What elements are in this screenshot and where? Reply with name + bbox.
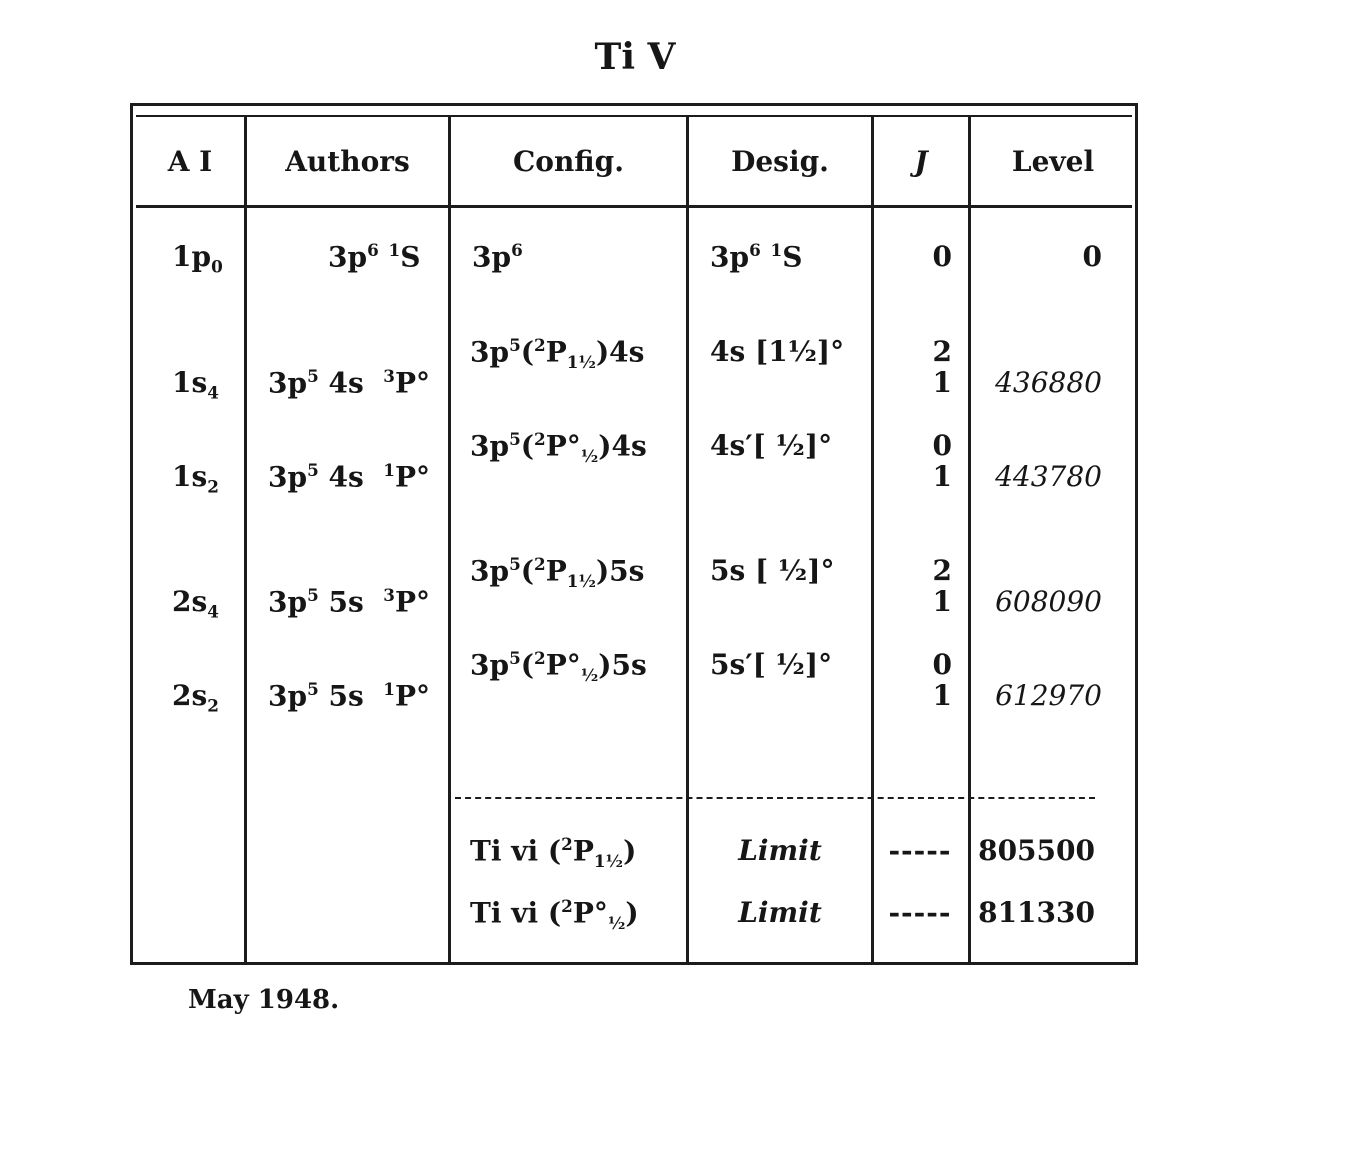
- limit-config-cell: Ti vi $(^2P^\circ_{\frac{1}{2}})$: [470, 896, 639, 933]
- j-cell: 1: [932, 679, 952, 712]
- header-desig: Desig.: [731, 145, 829, 178]
- header-ai: A I: [167, 145, 213, 178]
- ai-cell: $1s_2$: [172, 460, 219, 497]
- desig-cell: 4s′[ ½]°: [710, 429, 833, 462]
- j-cell: 0: [932, 429, 952, 462]
- level-cell: 436880: [995, 366, 1102, 399]
- limit-level-cell: 811330: [978, 896, 1095, 929]
- header-rule: [136, 205, 1132, 208]
- level-cell: 612970: [995, 679, 1102, 712]
- j-cell: 0: [932, 240, 952, 273]
- level-cell: 0: [1082, 240, 1102, 273]
- limit-config-cell: Ti vi $(^2P_{1\frac{1}{2}})$: [470, 834, 637, 871]
- config-cell: $3p^5(^2P^\circ_{\frac{1}{2}})5s$: [470, 648, 647, 685]
- level-cell: 443780: [995, 460, 1102, 493]
- desig-cell: 5s′[ ½]°: [710, 648, 833, 681]
- limit-level-cell: 805500: [978, 834, 1095, 867]
- j-cell: 0: [932, 648, 952, 681]
- j-cell: 1: [932, 585, 952, 618]
- desig-cell: 4s [1½]°: [710, 335, 845, 368]
- ai-cell: $2s_4$: [172, 585, 219, 622]
- authors-cell: $3p^5$ 4s $^3$P°: [268, 366, 430, 400]
- header-j: J: [914, 145, 928, 178]
- ai-cell: $2s_2$: [172, 679, 219, 716]
- j-cell: 1: [932, 366, 952, 399]
- authors-cell: $3p^6$ $^1$S: [328, 240, 421, 274]
- header-authors: Authors: [285, 145, 410, 178]
- column-divider: [871, 117, 874, 962]
- authors-cell: $3p^5$ 5s $^3$P°: [268, 585, 430, 619]
- footer-date: May 1948.: [188, 985, 340, 1015]
- ai-cell: $1s_4$: [172, 366, 219, 403]
- ai-cell: $1p_0$: [172, 240, 223, 277]
- page-title: Ti V: [594, 36, 676, 78]
- limit-desig-cell: Limit: [738, 834, 822, 867]
- dashed-separator: [455, 797, 1095, 799]
- config-cell: $3p^5(^2P^\circ_{\frac{1}{2}})4s$: [470, 429, 647, 466]
- column-divider: [968, 117, 971, 962]
- config-cell: $3p^5(^2P_{1\frac{1}{2}})5s$: [470, 554, 645, 591]
- j-cell: 2: [932, 554, 952, 587]
- desig-cell: 5s [ ½]°: [710, 554, 835, 587]
- j-cell: 1: [932, 460, 952, 493]
- j-cell: 2: [932, 335, 952, 368]
- limit-desig-cell: Limit: [738, 896, 822, 929]
- top-inner-rule: [136, 115, 1132, 117]
- config-cell: $3p^5(^2P_{1\frac{1}{2}})4s$: [470, 335, 645, 372]
- config-cell: $3p^6$: [472, 240, 523, 274]
- limit-j-cell: -----: [888, 896, 952, 929]
- desig-cell: $3p^6$ $^1$S: [710, 240, 803, 274]
- header-level: Level: [1011, 145, 1095, 178]
- header-config: Config.: [512, 145, 624, 178]
- authors-cell: $3p^5$ 4s $^1$P°: [268, 460, 430, 494]
- column-divider: [448, 117, 451, 962]
- level-cell: 608090: [995, 585, 1102, 618]
- authors-cell: $3p^5$ 5s $^1$P°: [268, 679, 430, 713]
- column-divider: [244, 117, 247, 962]
- limit-j-cell: -----: [888, 834, 952, 867]
